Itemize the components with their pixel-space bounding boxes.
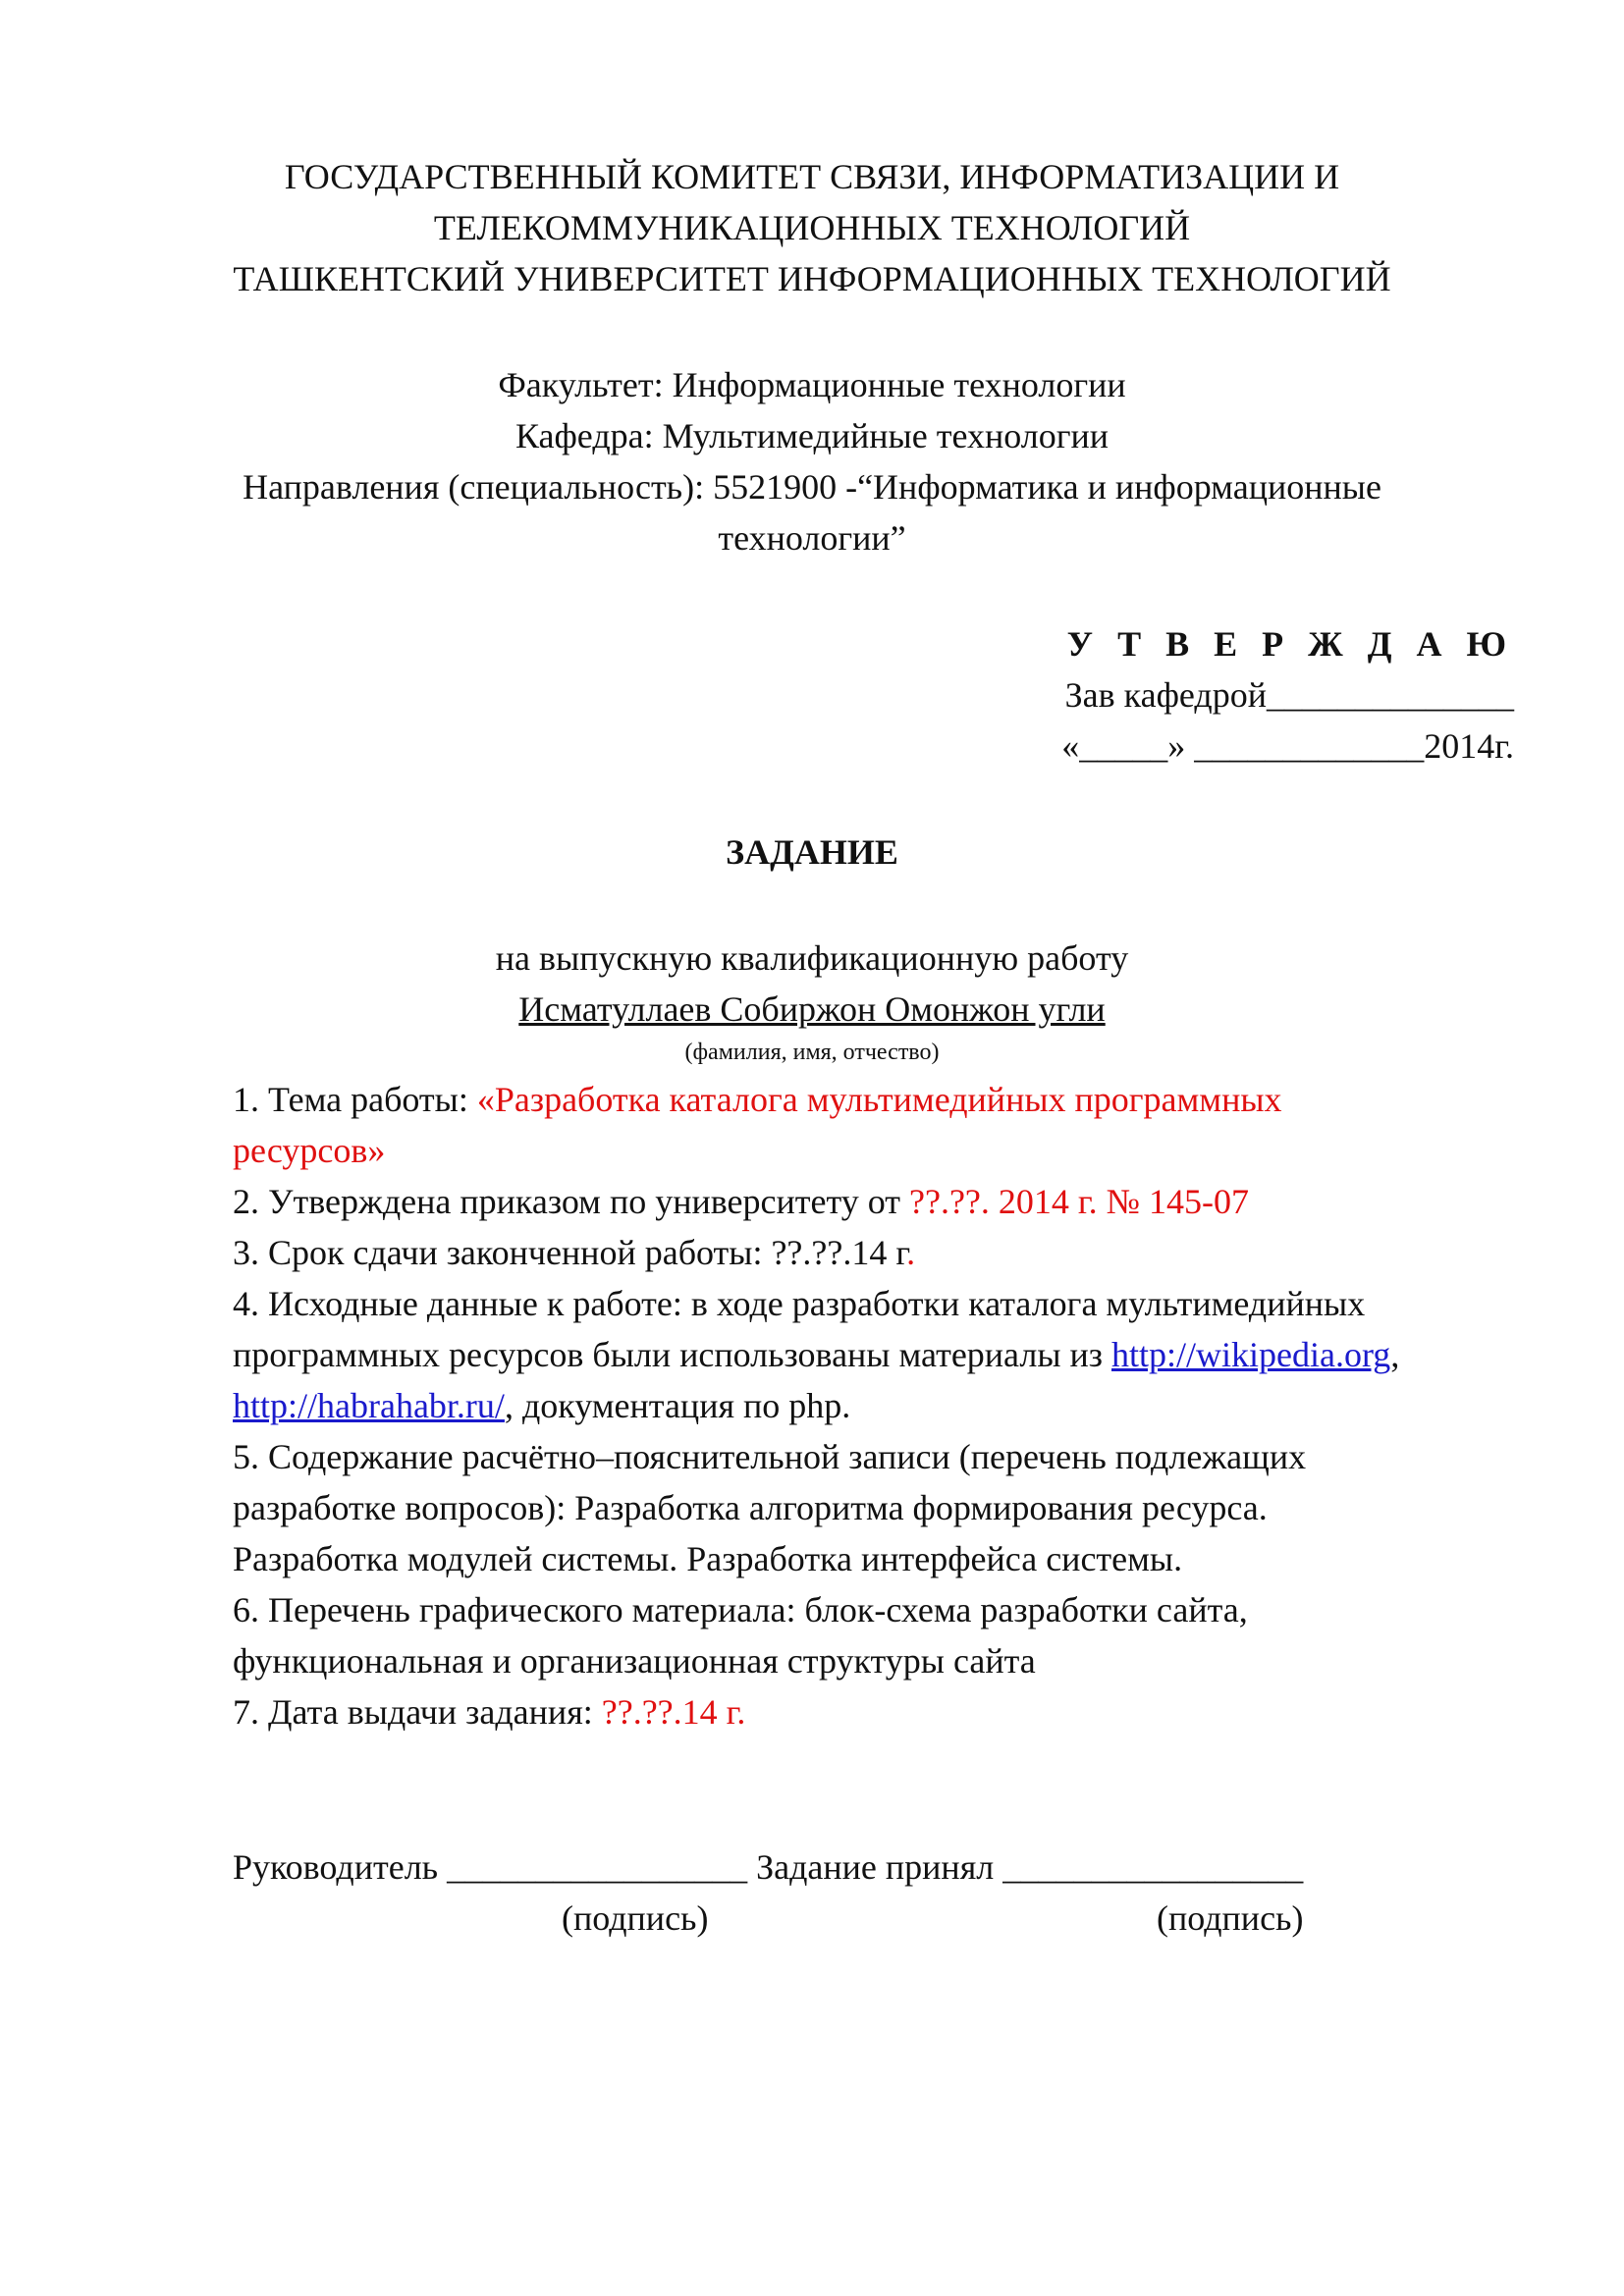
item-3 xyxy=(233,1227,915,1278)
item-6-line-1: 6. Перечень графического материала: блок-схема разработки сайта, xyxy=(233,1590,1248,1629)
approval-date-line: «_____» _____________2014г. xyxy=(1061,726,1514,766)
item-4-comma: , xyxy=(1390,1335,1400,1374)
task-title: ЗАДАНИЕ xyxy=(726,832,898,872)
item-4-line-3 xyxy=(233,1380,850,1431)
item-2-value: ??.??. 2014 г. № 145-07 xyxy=(909,1182,1249,1221)
student-name-row xyxy=(0,984,1624,1035)
item-7 xyxy=(233,1686,745,1737)
name-caption: (фамилия, имя, отчество) xyxy=(684,1040,940,1065)
header-line-2: ТЕЛЕКОММУНИКАЦИОННЫХ ТЕХНОЛОГИЙ xyxy=(433,208,1191,247)
item-1-line-1 xyxy=(233,1074,1282,1125)
approval-title: У Т В Е Р Ж Д А Ю xyxy=(1066,624,1514,664)
student-name: Исматуллаев Собиржон Омонжон угли xyxy=(518,989,1106,1029)
signature-line: Руководитель _________________ Задание принял _________________ xyxy=(233,1847,1304,1887)
signature-caption-left: (подпись) xyxy=(562,1898,709,1938)
item-1-label: 1. Тема работы: xyxy=(233,1080,477,1119)
header-line-3: ТАШКЕНТСКИЙ УНИВЕРСИТЕТ ИНФОРМАЦИОННЫХ ТЕХНОЛОГИЙ xyxy=(233,259,1391,298)
item-5-line-3: Разработка модулей системы. Разработка интерфейса системы. xyxy=(233,1539,1183,1578)
item-1-value: «Разработка каталога мультимедийных программных xyxy=(476,1080,1282,1119)
item-6-line-2: функциональная и организационная структуры сайта xyxy=(233,1641,1036,1681)
item-5-line-2: разработке вопросов): Разработка алгоритма формирования ресурса. xyxy=(233,1488,1268,1527)
item-3-dot: . xyxy=(906,1233,916,1272)
item-2-label: 2. Утверждена приказом по университету от xyxy=(233,1182,909,1221)
task-subtitle: на выпускную квалификационную работу xyxy=(495,938,1129,978)
item-4-line-1: 4. Исходные данные к работе: в ходе разработки каталога мультимедийных xyxy=(233,1284,1366,1323)
specialty-line-2: технологии” xyxy=(718,518,906,558)
item-2 xyxy=(233,1176,1249,1227)
item-5-line-1: 5. Содержание расчётно–пояснительной записи (перечень подлежащих xyxy=(233,1437,1307,1476)
wikipedia-link[interactable]: http://wikipedia.org xyxy=(1111,1335,1391,1374)
item-1-line-2: ресурсов» xyxy=(233,1131,386,1170)
department-line: Кафедра: Мультимедийные технологии xyxy=(514,416,1110,455)
habrahabr-link[interactable]: http://habrahabr.ru/ xyxy=(233,1386,505,1425)
signature-caption-right: (подпись) xyxy=(1157,1898,1304,1938)
item-4-tail: , документация по php. xyxy=(504,1386,851,1425)
item-4-text: программных ресурсов были использованы материалы из xyxy=(233,1335,1111,1374)
faculty-line: Факультет: Информационные технологии xyxy=(498,365,1126,404)
item-3-label: 3. Срок сдачи законченной работы: ??.??.14 г xyxy=(233,1233,907,1272)
item-7-value: ??.??.14 г. xyxy=(601,1692,746,1732)
specialty-line-1: Направления (специальность): 5521900 -“Информатика и информационные xyxy=(243,467,1381,507)
item-4-line-2 xyxy=(233,1329,1399,1380)
header-line-1: ГОСУДАРСТВЕННЫЙ КОМИТЕТ СВЯЗИ, ИНФОРМАТИЗАЦИИ И xyxy=(284,157,1340,196)
approval-head-line: Зав кафедрой______________ xyxy=(1064,675,1514,715)
item-7-label: 7. Дата выдачи задания: xyxy=(233,1692,602,1732)
